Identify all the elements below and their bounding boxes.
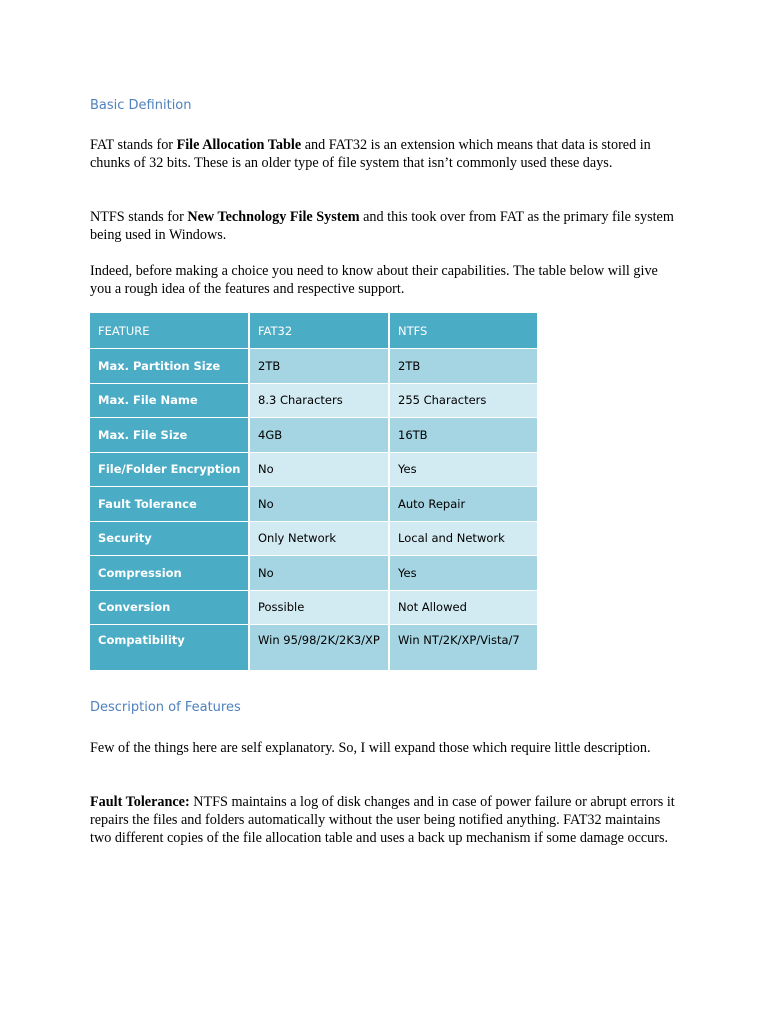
fat32-cell: Possible	[250, 591, 390, 626]
fat32-cell: Win 95/98/2K/2K3/XP	[250, 625, 390, 671]
feature-cell: File/Folder Encryption	[90, 453, 250, 488]
fat32-cell: 2TB	[250, 349, 390, 384]
text-span: FAT stands for	[90, 137, 177, 153]
paragraph-intro-table: Indeed, before making a choice you need to know about their capabilities. The table below will give you a rough idea of the features and respective support.	[90, 263, 658, 297]
feature-cell: Compression	[90, 556, 250, 591]
fat32-cell: 8.3 Characters	[250, 384, 390, 419]
ntfs-cell: 255 Characters	[390, 384, 537, 419]
paragraph-features-intro: Few of the things here are self explanatory. So, I will expand those which require little description.	[90, 740, 651, 756]
ntfs-cell: Auto Repair	[390, 487, 537, 522]
bold-term: File Allocation Table	[176, 137, 302, 153]
text-span: and FAT32 is an extension which means that data is stored in chunks of 32 bits. These is an older type of file system that isn’t commonly used these days.	[90, 137, 651, 171]
table-row	[90, 556, 537, 591]
feature-cell: Max. File Size	[90, 418, 250, 453]
table-row	[90, 418, 537, 453]
ntfs-cell: Win NT/2K/XP/Vista/7	[390, 625, 537, 671]
fat32-cell: 4GB	[250, 418, 390, 453]
table-row	[90, 591, 537, 626]
feature-cell: Max. Partition Size	[90, 349, 250, 384]
table-row	[90, 349, 537, 384]
text-span: NTFS stands for	[90, 209, 188, 225]
ntfs-cell: 16TB	[390, 418, 537, 453]
ntfs-cell: Not Allowed	[390, 591, 537, 626]
ntfs-cell: 2TB	[390, 349, 537, 384]
ntfs-cell: Local and Network	[390, 522, 537, 557]
paragraph-fat-definition	[90, 136, 675, 172]
fat32-cell: No	[250, 487, 390, 522]
ntfs-cell: Yes	[390, 556, 537, 591]
feature-cell: Compatibility	[90, 625, 250, 671]
heading-basic-definition: Basic Definition	[90, 98, 192, 113]
table-row	[90, 625, 537, 671]
text-span: NTFS maintains a log of disk changes and in case of power failure or abrupt errors it repairs the files and folders automatically without the user being notified anything. FAT32 maintains two different copies of the file allocation table and uses a back up mechanism if some damage occurs.	[90, 794, 675, 846]
feature-cell: Max. File Name	[90, 384, 250, 419]
table-header-cell: NTFS	[390, 313, 537, 349]
paragraph-fault-tolerance	[90, 793, 675, 847]
paragraph-ntfs-definition	[90, 208, 675, 244]
table-row	[90, 487, 537, 522]
feature-comparison-table	[90, 313, 537, 671]
table-header-row	[90, 313, 537, 349]
fat32-cell: Only Network	[250, 522, 390, 557]
text-span: and this took over from FAT as the primary file system being used in Windows.	[90, 209, 674, 243]
table-row	[90, 522, 537, 557]
bold-term: New Technology File System	[187, 209, 360, 225]
feature-cell: Fault Tolerance	[90, 487, 250, 522]
ntfs-cell: Yes	[390, 453, 537, 488]
feature-cell: Security	[90, 522, 250, 557]
table-row	[90, 384, 537, 419]
fat32-cell: No	[250, 556, 390, 591]
fat32-cell: No	[250, 453, 390, 488]
feature-cell: Conversion	[90, 591, 250, 626]
table-row	[90, 453, 537, 488]
heading-description-of-features: Description of Features	[90, 700, 241, 715]
bold-term: Fault Tolerance:	[90, 794, 190, 810]
table-header-cell: FAT32	[250, 313, 390, 349]
table-header-cell: FEATURE	[90, 313, 250, 349]
